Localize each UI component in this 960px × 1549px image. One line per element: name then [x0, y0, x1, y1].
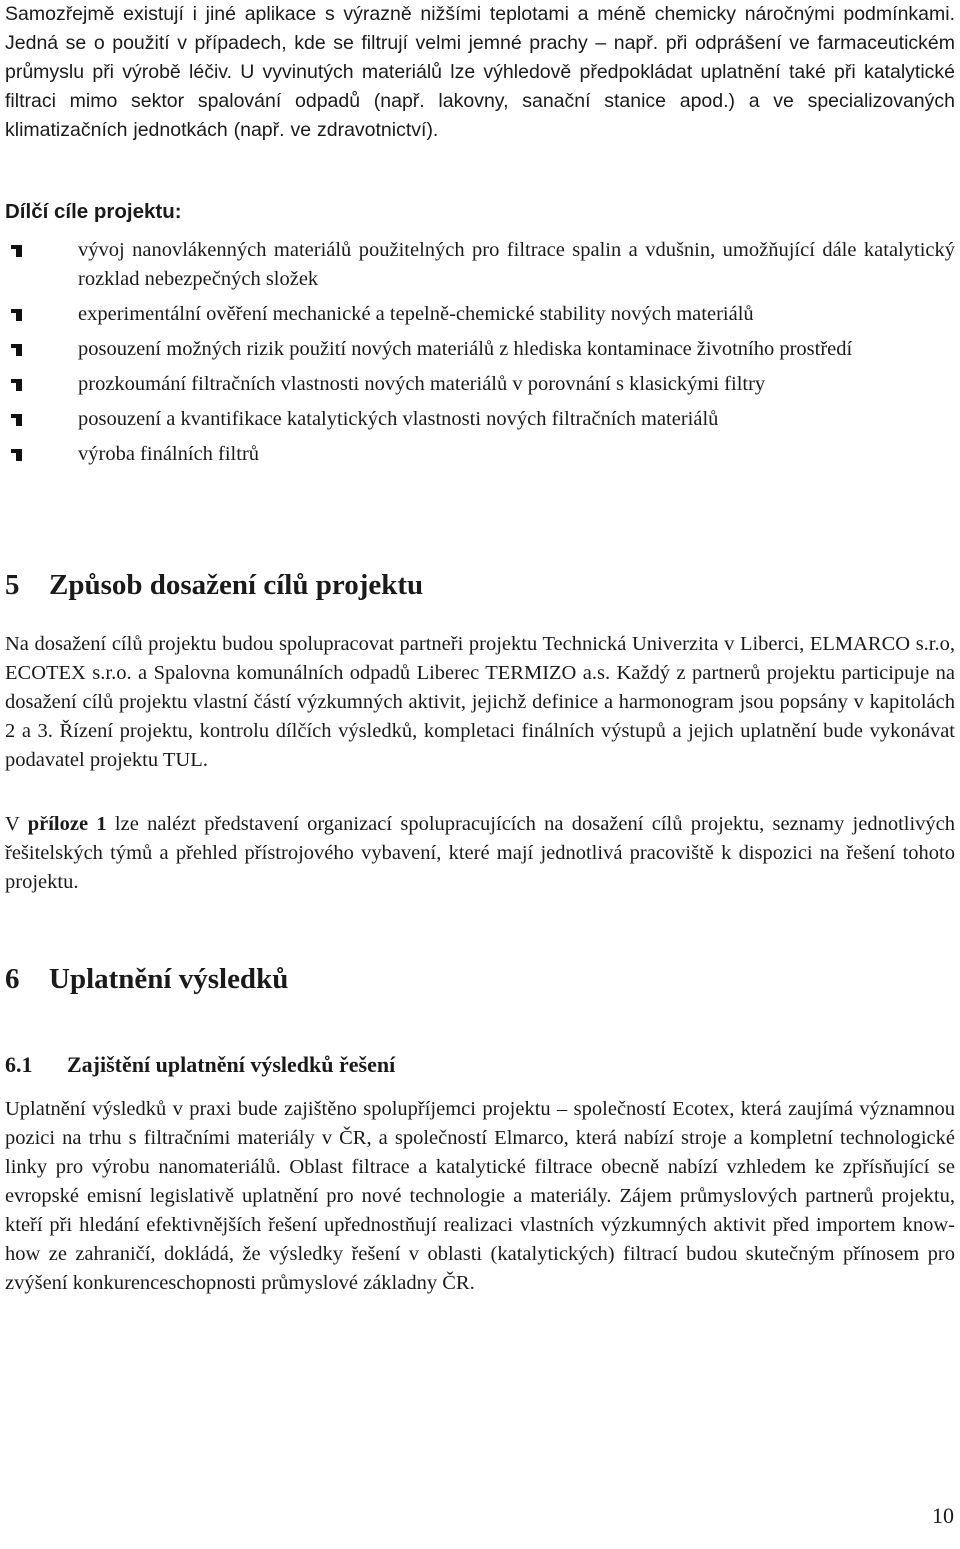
list-item-text: výroba finálních filtrů: [78, 443, 260, 465]
bullet-icon: [11, 344, 22, 356]
list-item: [0, 440, 960, 469]
appendix-reference: příloze 1: [27, 813, 107, 835]
list-item-text: experimentální ověření mechanické a tepelně-chemické stability nových materiálů: [78, 303, 754, 325]
section-title: Způsob dosažení cílů projektu: [49, 569, 424, 601]
section-5-heading: [5, 568, 423, 602]
section-6-heading: [5, 962, 288, 996]
list-item: [0, 370, 960, 399]
list-item-text: vývoj nanovlákenných materiálů použitelných pro filtrace spalin a vdušnin, umožňující dále katalytický rozklad nebezpečných složek: [78, 239, 955, 290]
section-number: 6: [5, 963, 20, 995]
bullet-icon: [11, 379, 22, 391]
list-item: [0, 405, 960, 434]
section-5-paragraph-2: [5, 810, 955, 897]
subgoals-list: [0, 236, 960, 475]
intro-paragraph: Samozřejmě existují i jiné aplikace s výrazně nižšími teplotami a méně chemicky náročnými podmínkami. Jedná se o použití v případech, kde se filtrují velmi jemné prachy – např. při odprášení ve farmaceutickém průmyslu při výrobě léčiv. U vyvinutých materiálů lze výhledově předpokládat uplatnění také při katalytické filtraci mimo sektor spalování odpadů (např. lakovny, sanační stanice apod.) a ve specializovaných klimatizačních jednotkách (např. ve zdravotnictví).: [5, 3, 955, 141]
section-5-paragraph-1: Na dosažení cílů projektu budou spolupracovat partneři projektu Technická Univerzita v Liberci, ELMARCO s.r.o, ECOTEX s.r.o. a Spalovna komunálních odpadů Liberec TERMIZO a.s. Každý z partnerů projektu participuje na dosažení cílů projektu vlastní částí výzkumných aktivit, jejichž definice a harmonogram jsou popsány v kapitolách 2 a 3. Řízení projektu, kontrolu dílčích výsledků, kompletaci finálních výstupů a jejich uplatnění bude vykonávat podavatel projektu TUL.: [5, 633, 955, 771]
list-item-text: posouzení a kvantifikace katalytických vlastnosti nových filtračních materiálů: [78, 408, 719, 430]
section-title: Uplatnění výsledků: [49, 963, 289, 995]
paragraph-text: V: [5, 813, 28, 835]
bullet-icon: [11, 245, 22, 257]
bullet-icon: [11, 309, 22, 321]
subsection-6-1-paragraph: Uplatnění výsledků v praxi bude zajištěno spolupříjemci projektu – společností Ecotex, která zaujímá významnou pozici na trhu s filtračními materiály v ČR, a společností Elmarco, která nabízí stroje a kompletní technologické linky pro výrobu nanomateriálů. Oblast filtrace a katalytické filtrace obecně nabízí vzhledem ke zpřísňující se evropské emisní legislativě uplatnění pro nové technologie a materiály. Zájem průmyslových partnerů projektu, kteří při hledání efektivnějších řešení upřednostňují realizaci vlastních výzkumných aktivit před importem know-how ze zahraničí, dokládá, že výsledky řešení v oblasti (katalytických) filtrací budou skutečným přínosem pro zvýšení konkurenceschopnosti průmyslové základny ČR.: [5, 1098, 955, 1294]
bullet-icon: [11, 449, 22, 461]
section-number: 5: [5, 569, 20, 601]
subsection-6-1-heading: [5, 1050, 395, 1079]
list-item: [0, 300, 960, 329]
page-number: 10: [932, 1503, 954, 1528]
subsection-title: Zajištění uplatnění výsledků řešení: [67, 1052, 396, 1077]
list-item-text: posouzení možných rizik použití nových materiálů z hlediska kontaminace životního prostředí: [78, 338, 853, 360]
list-item-text: prozkoumání filtračních vlastnosti nových materiálů v porovnání s klasickými filtry: [78, 373, 766, 395]
bullet-icon: [11, 414, 22, 426]
subsection-number: 6.1: [5, 1052, 33, 1077]
list-item: [0, 236, 960, 294]
subgoals-heading: Dílčí cíle projektu:: [5, 200, 182, 223]
paragraph-text: lze nalézt představení organizací spolupracujících na dosažení cílů projektu, seznamy jednotlivých řešitelských týmů a přehled přístrojového vybavení, které mají jednotlivá pracoviště k dispozici na řešení tohoto projektu.: [5, 813, 956, 893]
list-item: [0, 335, 960, 364]
